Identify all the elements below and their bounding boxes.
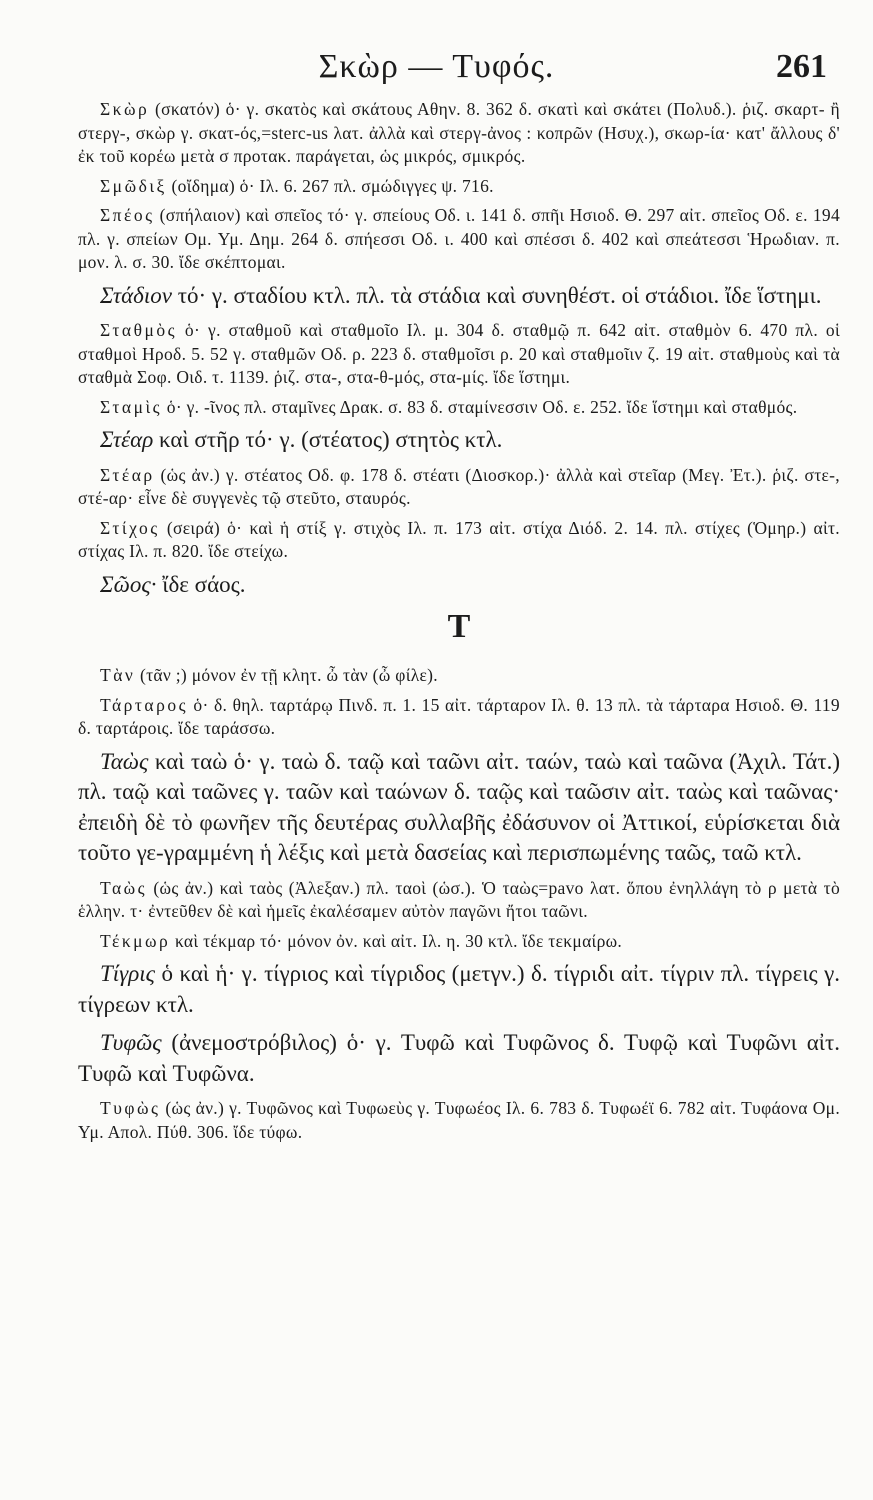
running-head: Σκὼρ — Τυφός. <box>318 48 555 85</box>
dictionary-entry <box>78 175 840 199</box>
entry-headword: Στάδιον <box>100 282 172 308</box>
entry-text: (ἀνεμοστρόβιλος) ὁ· γ. Τυφῶ καὶ Τυφῶνος δ. Τυφῷ καὶ Τυφῶνι αἰτ. Τυφῶ καὶ Τυφῶνα. <box>78 1030 840 1086</box>
entry-text: (σειρά) ὁ· καὶ ἡ στίξ γ. στιχὸς Ιλ. π. 173 αἰτ. στίχα Διόδ. 2. 14. πλ. στίχες (Ὁμηρ.) αἰτ. στίχας Ιλ. π. 820. ἴδε στείχω. <box>78 517 840 561</box>
entry-headword: Σταθμὸς <box>100 320 178 340</box>
entry-headword: Τυφῶς <box>100 1030 162 1055</box>
entries-tau <box>78 664 840 1144</box>
entry-text: (ὡς ἀν.) γ. Τυφῶνος καὶ Τυφωεὺς γ. Τυφωέος Ιλ. 6. 783 δ. Τυφωέϊ 6. 782 αἰτ. Τυφάονα Ομ. Υμ. Απολ. Πύθ. 306. ἴδε τύφω. <box>78 1098 840 1142</box>
dictionary-entry <box>78 747 840 869</box>
entry-text: ὁ καὶ ἡ· γ. τίγριος καὶ τίγριδος (μετγν.) δ. τίγριδι αἰτ. τίγριν πλ. τίγρεις γ. τίγρεων κτλ. <box>78 961 840 1017</box>
entry-text: (οἴδημα) ὁ· Ιλ. 6. 267 πλ. σμώδιγγες ψ. 716. <box>166 175 494 196</box>
entry-text: (σκατόν) ὁ· γ. σκατὸς καὶ σκάτους Αθην. 8. 362 δ. σκατὶ καὶ σκάτει (Πολυδ.). ῥιζ. σκαρτ- ἢ στεργ-, σκὼρ γ. σκατ-ός,=sterc-us λατ. ἀλλὰ καὶ στεργ-ἀνος : κοπρῶν (Ησυχ.), σκωρ-ία· κατ' ἄλλους δ' ἐκ τοῦ κορέω μετὰ σ προτακ. παράγεται, ὡς μικρός, σμικρός. <box>78 99 840 166</box>
entry-text: (τᾶν ;) μόνον ἐν τῇ κλητ. ὦ τὰν (ὦ φίλε). <box>135 665 438 685</box>
entry-headword: Ταὼς <box>100 877 148 898</box>
entry-text: καὶ τέκμαρ τό· μόνον ὀν. καὶ αἰτ. Ιλ. η. 30 κτλ. ἴδε τεκμαίρω. <box>170 930 623 951</box>
entry-headword: Τέκμωρ <box>100 930 171 951</box>
dictionary-entry <box>78 464 840 511</box>
entry-text: καὶ στῆρ τό· γ. (στέατος) στητὸς κτλ. <box>153 427 503 452</box>
dictionary-entry <box>78 694 840 741</box>
entry-headword: Σκὼρ <box>100 99 150 119</box>
section-letter: T <box>447 608 471 645</box>
page-number: 261 <box>776 48 827 85</box>
dictionary-entry <box>78 1028 840 1089</box>
entry-text: (ὡς ἀν.) γ. στέατος Οδ. φ. 178 δ. στέατι (Διοσκορ.)· ἀλλὰ καὶ στεῖαρ (Μεγ. Ἐτ.). ῥιζ. στε-, στέ-αρ· εἶνε δὲ συγγενὲς τῷ στεῦτο, σταυρός. <box>78 464 840 508</box>
entry-headword: Τάρταρος <box>100 694 189 715</box>
page-body <box>78 98 840 1150</box>
entry-headword: Τυφὼς <box>100 1098 161 1118</box>
entry-text: (σπήλαιον) καὶ σπεῖος τό· γ. σπείους Οδ. ι. 141 δ. σπῆι Ησιοδ. Θ. 297 αἰτ. σπεῖος Οδ. ε. 194 πλ. γ. σπείων Ομ. Υμ. Δημ. 264 δ. σπήεσσι Οδ. ι. 400 καὶ σπέσσι δ. 402 καὶ σπεάτεσσι Ἡρωδιαν. π. μον. λ. σ. 30. ἴδε σκέπτομαι. <box>78 205 840 272</box>
page-header <box>0 44 873 94</box>
entries-sigma <box>78 98 840 600</box>
dictionary-entry <box>78 204 840 275</box>
entry-text: ὁ· γ. σταθμοῦ καὶ σταθμοῖο Ιλ. μ. 304 δ. σταθμῷ π. 642 αἰτ. σταθμὸν 6. 470 πλ. οἱ σταθμοὶ Ηροδ. 5. 52 γ. σταθμῶν Οδ. ρ. 223 δ. σταθμοῖσι ρ. 20 καὶ σταθμοῖιν ζ. 19 αἰτ. σταθμοὺς καὶ τὰ σταθμὰ Σοφ. Οιδ. τ. 1139. ῥιζ. στα-, στα-θ-μός, στα-μίς. ἴδε ἵστημι. <box>78 320 840 387</box>
dictionary-entry <box>78 664 840 688</box>
entry-headword: Τὰν <box>100 665 136 685</box>
entry-headword: Σμῶδιξ <box>100 175 167 196</box>
dictionary-entry <box>78 319 840 390</box>
dictionary-entry <box>78 930 840 954</box>
entry-headword: Τίγρις <box>100 961 156 986</box>
entry-headword: Σῶος· <box>100 571 157 597</box>
entry-headword: Στέαρ <box>100 464 155 485</box>
entry-headword: Σταμὶς <box>100 396 163 417</box>
dictionary-entry <box>78 517 840 564</box>
entry-headword: Σπέος <box>100 205 155 225</box>
entry-headword: Στέαρ <box>100 427 154 452</box>
dictionary-entry <box>78 959 840 1020</box>
dictionary-entry <box>78 570 840 601</box>
entry-headword: Στίχος <box>100 517 160 538</box>
dictionary-entry <box>78 281 840 312</box>
dictionary-entry <box>78 396 840 420</box>
dictionary-entry <box>78 1097 840 1144</box>
dictionary-entry <box>78 877 840 924</box>
entry-text: ὁ· γ. -ῖνος πλ. σταμῖνες Δρακ. σ. 83 δ. σταμίνεσσιν Οδ. ε. 252. ἴδε ἵστημι καὶ σταθμός. <box>162 396 798 417</box>
dictionary-entry <box>78 425 840 456</box>
entry-text: ἴδε σάος. <box>156 571 246 597</box>
entry-text: (ὡς ἀν.) καὶ ταὸς (Ἀλεξαν.) πλ. ταοὶ (ὡσ.). Ὁ ταὼς=pavo λατ. ὅπου ἐνηλλάγη τὸ ρ μετὰ τὸ ἑλλην. τ· ἐντεῦθεν δὲ καὶ ἡμεῖς ἐκαλέσαμεν αὐτὸν παγῶνι ἤτοι ταῶνι. <box>78 877 840 921</box>
entry-text: ὁ· δ. θηλ. ταρτάρῳ Πινδ. π. 1. 15 αἰτ. τάρταρον Ιλ. θ. 13 πλ. τὰ τάρταρα Ησιοδ. Θ. 119 δ. ταρτάροις. ἴδε ταράσσω. <box>78 694 840 738</box>
entry-text: καὶ ταὼ ὁ· γ. ταὼ δ. ταῷ καὶ ταῶνι αἰτ. ταών, ταὼ καὶ ταῶνα (Ἀχιλ. Τάτ.) πλ. ταῷ καὶ ταῶνες γ. ταῶν καὶ ταώνων δ. ταῷς καὶ ταῶσιν αἰτ. ταὼς καὶ ταῶνας· ἐπειδὴ δὲ τὸ φωνῆεν τῆς δευτέρας συλλαβῆς ἐδάσυνον οἱ Ἀττικοί, εὑρίσκεται διὰ τοῦτο γε-γραμμένη ἡ λέξις καὶ μετὰ δασείας καὶ περισπωμένης ταῶς, ταῶ κτλ. <box>78 748 840 865</box>
entry-text: τό· γ. σταδίου κτλ. πλ. τὰ στάδια καὶ συνηθέστ. οἱ στάδιοι. ἴδε ἵστημι. <box>171 282 822 308</box>
dictionary-entry <box>78 98 840 169</box>
entry-headword: Ταὼς <box>100 748 149 774</box>
